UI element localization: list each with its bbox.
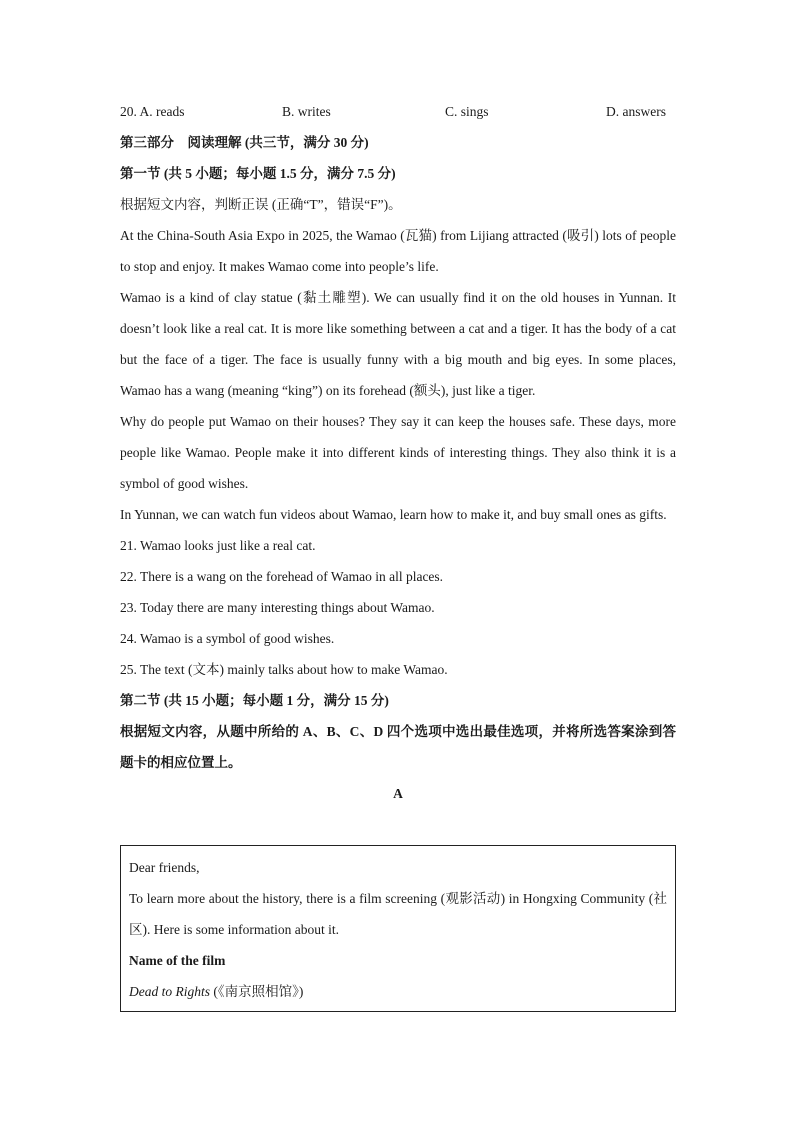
statement-24: 24. Wamao is a symbol of good wishes. (120, 631, 335, 646)
passage-paragraph: Wamao is a kind of clay statue (黏土雕塑). We can usually find it on the old houses in Yunnan. It doesn’t look like a real cat. It is more like something between a cat and a tiger. It has the body of a cat but the face of a tiger. The face is usually funny with a big mouth and big eyes. In some places, Wamao has a wang (meaning “king”) on its forehead (额头), just like a tiger. (120, 290, 676, 398)
passage-paragraph: In Yunnan, we can watch fun videos about Wamao, learn how to make it, and buy small ones as gifts. (120, 507, 667, 522)
part3-heading: 第三部分 阅读理解 (共三节，满分 30 分) (120, 135, 369, 150)
section2-instruction: 根据短文内容，从题中所给的 A、B、C、D 四个选项中选出最佳选项，并将所选答案涂到答题卡的相应位置上。 (120, 724, 676, 770)
passage-paragraph: Why do people put Wamao on their houses? They say it can keep the houses safe. These days, more people like Wamao. People make it into different kinds of interesting things. They also think it is a symbol of good wishes. (120, 414, 676, 491)
section2-heading: 第二节 (共 15 小题；每小题 1 分，满分 15 分) (120, 693, 389, 708)
question-20-options (120, 96, 676, 127)
notice-box (120, 845, 676, 1012)
notice-greeting: Dear friends, (129, 860, 200, 875)
passage-paragraph: At the China-South Asia Expo in 2025, the Wamao (瓦猫) from Lijiang attracted (吸引) lots of people to stop and enjoy. It makes Wamao come into people’s life. (120, 228, 676, 274)
passage-a-label: A (393, 786, 403, 801)
statement-22: 22. There is a wang on the forehead of Wamao in all places. (120, 569, 444, 584)
film-title-english: Dead to Rights (129, 984, 210, 999)
question-20-option-a: 20. A. reads (120, 104, 185, 119)
film-title-chinese: (《南京照相馆》) (210, 984, 304, 999)
statement-21: 21. Wamao looks just like a real cat. (120, 538, 316, 553)
film-name-heading: Name of the film (129, 953, 226, 968)
question-20-option-c: C. sings (445, 104, 489, 119)
film-title (129, 976, 667, 1007)
question-20-option-d: D. answers (606, 104, 666, 119)
question-20-option-b: B. writes (282, 104, 331, 119)
exam-page (120, 96, 676, 809)
statement-25: 25. The text (文本) mainly talks about how to make Wamao. (120, 662, 448, 677)
section1-instruction: 根据短文内容，判断正误 (正确“T”，错误“F”)。 (120, 197, 402, 212)
section1-heading: 第一节 (共 5 小题；每小题 1.5 分，满分 7.5 分) (120, 166, 396, 181)
statement-23: 23. Today there are many interesting things about Wamao. (120, 600, 435, 615)
notice-intro: To learn more about the history, there is a film screening (观影活动) in Hongxing Community (社区). Here is some information about it. (129, 891, 667, 937)
